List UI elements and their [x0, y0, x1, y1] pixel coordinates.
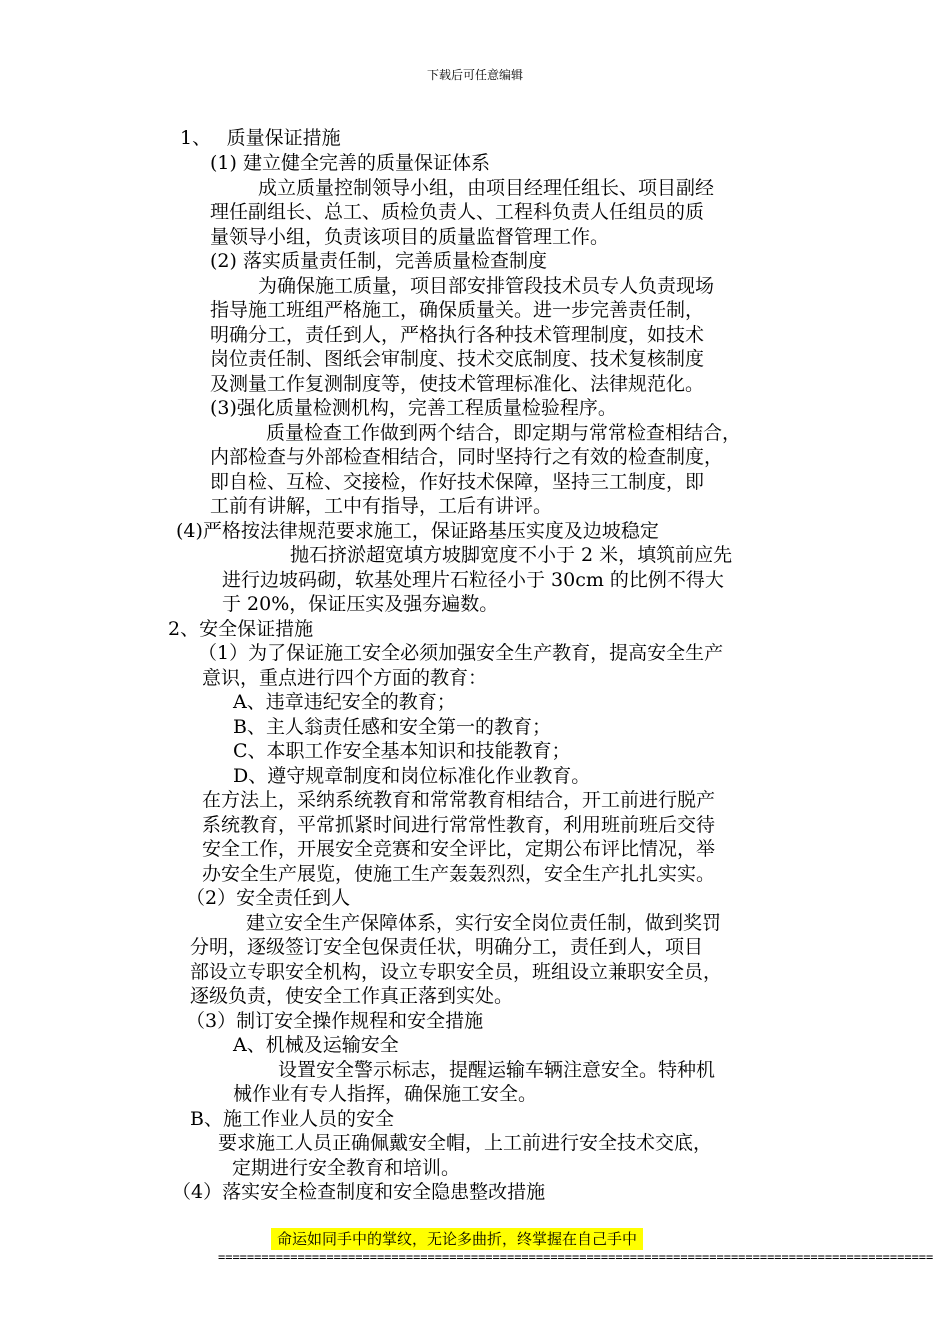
paragraph-line: 进行边坡码砌，软基处理片石粒径小于 30cm 的比例不得大 [222, 569, 724, 591]
page-header: 下载后可任意编辑 [426, 68, 523, 82]
section-2-heading: 2、安全保证措施 [168, 618, 314, 640]
paragraph-line: 逐级负责，使安全工作真正落到实处。 [190, 985, 514, 1007]
list-item: A、机械及运输安全 [233, 1034, 399, 1056]
footer-rule: =================================================================================================== [218, 1250, 934, 1264]
paragraph-line: 系统教育，平常抓紧时间进行常常性教育，利用班前班后交待 [202, 814, 716, 836]
paragraph-line: 即自检、互检、交接检，作好技术保障，坚持三工制度，即 [210, 471, 705, 493]
paragraph-line: 分明，逐级签订安全包保责任状，明确分工，责任到人，项目 [190, 936, 704, 958]
subheading-2-4: （4）落实安全检查制度和安全隐患整改措施 [172, 1181, 546, 1203]
paragraph-line: 工前有讲解，工中有指导，工后有讲评。 [210, 495, 553, 517]
paragraph-line: 安全工作，开展安全竞赛和安全评比，定期公布评比情况，举 [202, 838, 716, 860]
paragraph-line: 为确保施工质量，项目部安排管段技术员专人负责现场 [258, 275, 715, 297]
paragraph-line: 要求施工人员正确佩戴安全帽，上工前进行安全技术交底， [218, 1132, 713, 1154]
list-item: B、施工作业人员的安全 [190, 1108, 394, 1130]
paragraph-line: 成立质量控制领导小组，由项目经理任组长、项目副经 [258, 177, 715, 199]
subheading-2-1: （1）为了保证施工安全必须加强安全生产教育，提高安全生产 [198, 642, 724, 664]
paragraph-line: 械作业有专人指挥，确保施工安全。 [233, 1083, 538, 1105]
subheading-2-3: （3）制订安全操作规程和安全措施 [186, 1010, 484, 1032]
list-item: A、违章违纪安全的教育； [233, 691, 456, 713]
paragraph-line: 办安全生产展览，使施工生产轰轰烈烈，安全生产扎扎实实。 [202, 863, 716, 885]
paragraph-line: 抛石挤淤超宽填方坡脚宽度不小于 2 米，填筑前应先 [290, 544, 733, 566]
section-1-heading: 1、 质量保证措施 [180, 127, 341, 149]
subheading-1-2: (2) 落实质量责任制，完善质量检查制度 [210, 250, 547, 272]
paragraph-line: 明确分工，责任到人，严格执行各种技术管理制度，如技术 [210, 324, 705, 346]
paragraph-line: 量领导小组，负责该项目的质量监督管理工作。 [210, 226, 610, 248]
subheading-1-3: (3)强化质量检测机构，完善工程质量检验程序。 [210, 397, 617, 419]
list-item: B、主人翁责任感和安全第一的教育； [233, 716, 551, 738]
paragraph-line: 部设立专职安全机构，设立专职安全员，班组设立兼职安全员， [190, 961, 723, 983]
paragraph-line: 设置安全警示标志，提醒运输车辆注意安全。特种机 [278, 1059, 716, 1081]
paragraph-line: 建立安全生产保障体系，实行安全岗位责任制，做到奖罚 [246, 912, 722, 934]
paragraph-line: 及测量工作复测制度等，使技术管理标准化、法律规范化。 [210, 373, 705, 395]
paragraph-line: 于 20%，保证压实及强夯遍数。 [222, 593, 499, 615]
paragraph-line: 质量检查工作做到两个结合，即定期与常常检查相结合， [266, 422, 742, 444]
paragraph-line: 定期进行安全教育和培训。 [232, 1157, 461, 1179]
paragraph-line: 内部检查与外部检查相结合，同时坚持行之有效的检查制度， [210, 446, 724, 468]
subheading-2-2: （2）安全责任到人 [186, 887, 351, 909]
paragraph-line: 指导施工班组严格施工，确保质量关。进一步完善责任制， [210, 299, 705, 321]
footer-highlight-text: 命运如同手中的掌纹，无论多曲折，终掌握在自己手中 [271, 1228, 643, 1250]
list-item: D、遵守规章制度和岗位标准化作业教育。 [233, 765, 591, 787]
paragraph-line: 理任副组长、总工、质检负责人、工程科负责人任组员的质 [210, 201, 705, 223]
subheading-1-1: (1) 建立健全完善的质量保证体系 [210, 152, 490, 174]
paragraph-line: 意识，重点进行四个方面的教育： [202, 667, 488, 689]
paragraph-line: 在方法上，采纳系统教育和常常教育相结合，开工前进行脱产 [202, 789, 716, 811]
list-item: C、本职工作安全基本知识和技能教育； [233, 740, 571, 762]
subheading-1-4: (4)严格按法律规范要求施工，保证路基压实度及边坡稳定 [176, 520, 659, 542]
paragraph-line: 岗位责任制、图纸会审制度、技术交底制度、技术复核制度 [210, 348, 705, 370]
